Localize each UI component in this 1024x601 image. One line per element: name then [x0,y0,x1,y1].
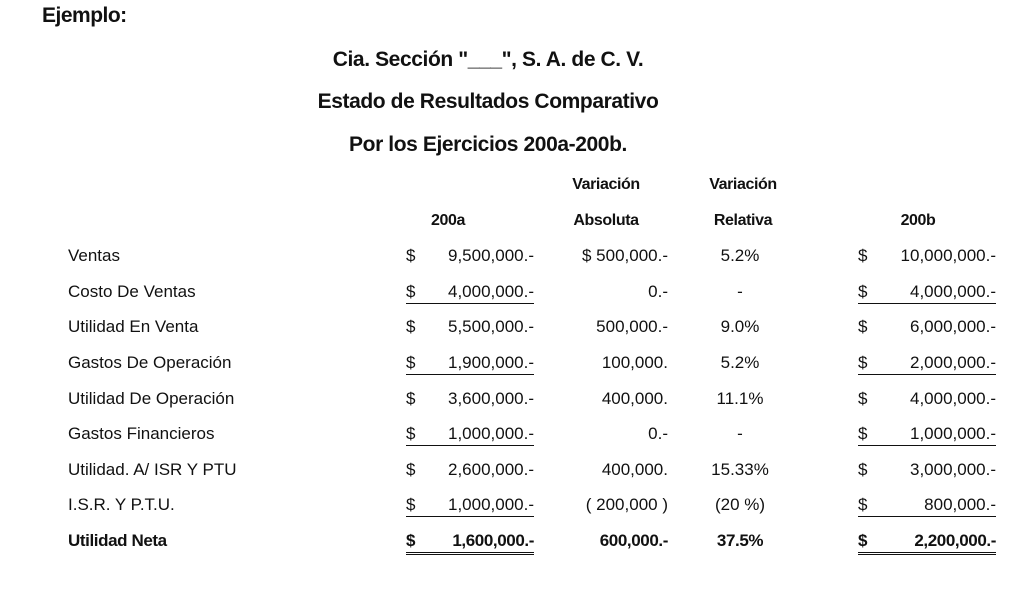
variation-absolute: ( 200,000 ) [585,495,668,514]
amount-200b: $ 10,000,000.- [858,246,996,265]
row-concept: I.S.R. Y P.T.U. [68,495,175,514]
amount-200a: $ 3,600,000.- [406,389,534,408]
amount-200a: $ 1,900,000.- [406,353,534,375]
variation-relative: - [737,424,743,443]
table-row [0,282,1024,312]
amount-200b: $ 4,000,000.- [858,282,996,304]
row-concept: Utilidad. A/ ISR Y PTU [68,460,237,479]
variation-absolute: 0.- [648,282,668,301]
row-concept: Gastos De Operación [68,353,232,372]
variation-relative: 11.1% [716,389,764,408]
variation-absolute: 500,000.- [596,317,668,336]
col-rel-line1: Variación [709,176,777,193]
variation-absolute: 600,000.- [599,531,668,550]
col-200a-header: 200a [431,212,465,229]
col-200b-header: 200b [900,212,936,229]
row-concept: Utilidad En Venta [68,317,199,336]
variation-absolute: 400,000. [601,389,668,408]
col-abs-line1: Variación [572,176,640,193]
variation-absolute: $ 500,000.- [581,246,668,265]
statement-period: Por los Ejercicios 200a-200b. [349,133,627,156]
table-row [0,460,1024,490]
row-concept: Ventas [68,246,120,265]
variation-relative: 5.2% [720,246,760,265]
variation-relative: (20 %) [714,495,766,514]
variation-relative: 37.5% [716,531,764,550]
amount-200a: $ 9,500,000.- [406,246,534,265]
table-row [0,389,1024,419]
amount-200b: $ 800,000.- [858,495,996,517]
table-row [0,495,1024,525]
amount-200b: $ 2,000,000.- [858,353,996,375]
table-row [0,317,1024,347]
amount-200b: $ 3,000,000.- [858,460,996,479]
variation-relative: 15.33% [711,460,769,479]
variation-relative: - [737,282,743,301]
row-concept: Gastos Financieros [68,424,215,443]
amount-200a: $ 2,600,000.- [406,460,534,479]
variation-absolute: 400,000. [601,460,668,479]
row-concept: Costo De Ventas [68,282,196,301]
table-row-total [0,531,1024,561]
variation-absolute: 100,000. [601,353,668,372]
statement-title: Estado de Resultados Comparativo [317,90,659,113]
variation-absolute: 0.- [648,424,668,443]
col-abs-line2: Absoluta [573,212,639,229]
amount-200a: $ 5,500,000.- [406,317,534,336]
row-concept: Utilidad Neta [68,531,167,550]
variation-relative: 5.2% [720,353,760,372]
amount-200b: $ 1,000,000.- [858,424,996,446]
amount-200a: $ 1,000,000.- [406,424,534,446]
company-name: Cia. Sección "___", S. A. de C. V. [332,48,644,71]
col-rel-line2: Relativa [713,212,773,229]
table-row [0,353,1024,383]
table-row [0,424,1024,454]
variation-relative: 9.0% [720,317,760,336]
amount-200a: $ 4,000,000.- [406,282,534,304]
amount-200b: $ 2,200,000.- [858,531,996,555]
amount-200b: $ 4,000,000.- [858,389,996,408]
table-row [0,246,1024,276]
amount-200a: $ 1,600,000.- [406,531,534,555]
example-label: Ejemplo: [42,4,127,27]
row-concept: Utilidad De Operación [68,389,235,408]
amount-200a: $ 1,000,000.- [406,495,534,517]
amount-200b: $ 6,000,000.- [858,317,996,336]
